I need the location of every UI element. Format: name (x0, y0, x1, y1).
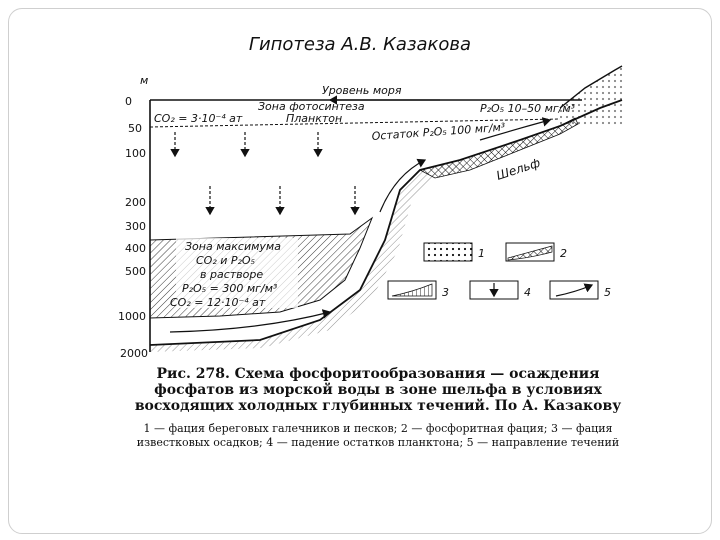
depth-tick-300: 300 (125, 220, 146, 233)
depth-tick-1000: 1000 (118, 310, 146, 323)
legend-num-2: 2 (560, 247, 567, 260)
max-zone-text-3: в растворе (200, 268, 264, 281)
photosynthesis-zone-label: Зона фотосинтеза (258, 100, 365, 113)
depth-tick-200: 200 (125, 196, 146, 209)
depth-tick-2000: 2000 (120, 347, 148, 360)
max-zone-text-2: CO₂ и P₂O₅ (196, 254, 256, 267)
p2o5-surface-label: P₂O₅ 10–50 мг/м³ (480, 102, 576, 115)
figure-caption (118, 366, 638, 450)
max-zone-text-4: P₂O₅ = 300 мг/м³ (182, 282, 278, 295)
depth-axis (118, 74, 150, 360)
residue-label: Остаток P₂O₅ 100 мг/м³ (371, 120, 506, 143)
shelf-label: Шельф (494, 155, 542, 183)
max-zone-text-1: Зона максимума (185, 240, 281, 253)
coast-sediment (560, 66, 622, 126)
depth-tick-100: 100 (125, 147, 146, 160)
depth-tick-500: 500 (125, 265, 146, 278)
legend-num-5: 5 (604, 286, 611, 299)
max-zone-text-5: CO₂ = 12·10⁻⁴ ат (170, 296, 266, 309)
depth-tick-400: 400 (125, 242, 146, 255)
co2-top-label: CO₂ = 3·10⁻⁴ ат (154, 112, 243, 125)
slide-title: Гипотеза А.В. Казакова (248, 34, 472, 55)
caption-main: Рис. 278. Схема фосфоритообразования — осаждения фосфатов из морской воды в зоне шельфа в условиях восходящих холодных глубинных течений. По А. Казакову (134, 366, 622, 414)
diagram-legend (388, 243, 611, 299)
legend-num-1: 1 (478, 247, 485, 260)
sea-level-label: Уровень моря (322, 84, 402, 97)
depth-tick-50: 50 (128, 122, 142, 135)
plankton-fall-arrows (175, 132, 355, 214)
legend-num-4: 4 (524, 286, 531, 299)
legend-swatch-1 (424, 243, 472, 261)
depth-tick-0: 0 (125, 95, 132, 108)
axis-unit: м (140, 74, 149, 87)
plankton-label: Планктон (286, 112, 343, 125)
max-zone-labels (170, 238, 298, 309)
caption-legend: 1 — фация береговых галечников и песков; 2 — фосфоритная фация; 3 — фация известковых осадков; 4 — падение остатков планктона; 5 — направление течений (136, 422, 620, 449)
legend-num-3: 3 (442, 286, 449, 299)
